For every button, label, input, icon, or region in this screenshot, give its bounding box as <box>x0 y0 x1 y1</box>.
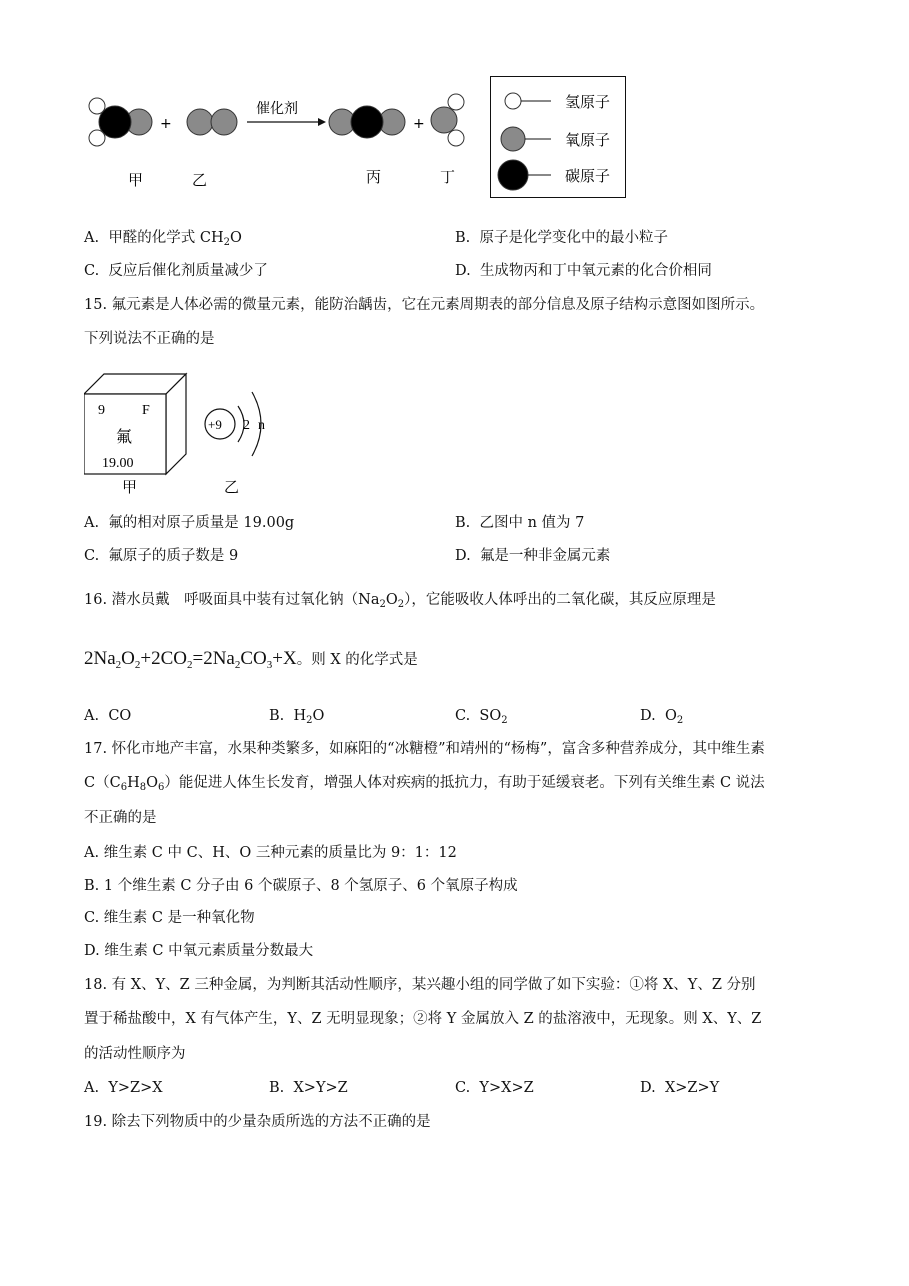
molecule-bing <box>329 106 405 138</box>
molecule-yi <box>187 109 237 135</box>
label-jia: 甲 <box>128 171 144 189</box>
q15-option-a[interactable]: A. 氟的相对原子质量是 19.00g <box>84 515 295 531</box>
q15-stem-line1: 15. 氟元素是人体必需的微量元素，能防治龋齿，它在元素周期表的部分信息及原子结构示意图如图所示。 <box>84 297 765 313</box>
q14-option-d[interactable]: D. 生成物丙和丁中氧元素的化合价相同 <box>455 263 712 279</box>
legend-svg <box>491 77 625 197</box>
chemical-equation: $2Na_2O_2+2CO_2=2Na_2CO_3+X$ <box>84 648 297 671</box>
legend-hydrogen-icon <box>505 93 521 109</box>
molecule-jia <box>89 98 152 146</box>
label-ding: 丁 <box>440 168 456 186</box>
q16-option-b[interactable]: B. $H_2O$ <box>269 708 325 726</box>
q18-stem-line2: 置于稀盐酸中，X 有气体产生，Y、Z 无明显现象；②将 Y 金属放入 Z 的盐溶液中，无现象。则 X、Y、Z <box>84 1011 762 1027</box>
q19-stem: 19. 除去下列物质中的少量杂质所选的方法不正确的是 <box>84 1114 431 1130</box>
reaction-diagram <box>80 86 480 196</box>
q17-stem-line2: $C(C_6H_8O_6)$能促进人体生长发育，增强人体对疾病的抵抗力，有助于延缓衰老。下列有关维生素 C 说法 <box>84 775 765 793</box>
q18-option-b[interactable]: B. X>Y>Z <box>269 1080 348 1096</box>
q18-option-c[interactable]: C. Y>X>Z <box>455 1080 534 1096</box>
q18-stem-line1: 18. 有 X、Y、Z 三种金属，为判断其活动性顺序，某兴趣小组的同学做了如下实验：①将 X、Y、Z 分别 <box>84 977 756 993</box>
q15-stem-line2: 下列说法不正确的是 <box>84 331 215 347</box>
q18-option-a[interactable]: A. Y>Z>X <box>84 1080 163 1096</box>
legend-oxygen-icon <box>501 127 525 151</box>
molecule-ding <box>431 94 464 146</box>
fluorine-diagram <box>84 370 284 498</box>
q18-option-d[interactable]: D. X>Z>Y <box>640 1080 720 1096</box>
q15-option-b[interactable]: B. 乙图中 n 值为 7 <box>455 515 585 531</box>
legend-hydrogen-label: 氢原子 <box>565 93 611 111</box>
label-yi: 乙 <box>192 171 208 189</box>
legend-carbon-icon <box>498 160 528 190</box>
label-jia-15: 甲 <box>122 478 138 496</box>
shell-2-count: n <box>258 418 265 433</box>
q16-option-a[interactable]: A. CO <box>84 708 132 724</box>
plus-sign-1: + <box>160 116 172 132</box>
q16-option-d[interactable]: D. $O_2$ <box>640 708 684 726</box>
element-name: 氟 <box>116 427 133 446</box>
q17-stem-line1: 17. 怀化市地产丰富，水果种类繁多，如麻阳的“冰糖橙”和靖州的“杨梅”，富含多种营养成分，其中维生素 <box>84 741 765 757</box>
q15-option-c[interactable]: C. 氟原子的质子数是 9 <box>84 548 239 564</box>
legend-carbon-label: 碳原子 <box>565 167 611 185</box>
element-symbol: F <box>142 403 150 418</box>
q17-option-d[interactable]: D. 维生素 C 中氧元素质量分数最大 <box>84 943 314 959</box>
q16-stem: 16. 潜水员戴 呼吸面具中装有过氧化钠$(Na_2O_2)$，它能吸收人体呼出的二氧化碳，其反应原理是 <box>84 592 716 610</box>
legend-oxygen-label: 氧原子 <box>565 131 611 149</box>
atomic-mass: 19.00 <box>102 456 134 471</box>
catalyst-label: 催化剂 <box>256 101 298 117</box>
atomic-number: 9 <box>98 403 105 418</box>
q17-option-b[interactable]: B. 1 个维生素 C 分子由 6 个碳原子、8 个氢原子、6 个氧原子构成 <box>84 878 518 894</box>
label-yi-15: 乙 <box>224 478 240 496</box>
q16-equation-suffix: 。则 X 的化学式是 <box>296 652 418 668</box>
shell-1-count: 2 <box>243 418 250 433</box>
q17-stem-line3: 不正确的是 <box>84 810 157 826</box>
plus-sign-2: + <box>413 116 425 132</box>
q16-equation-line <box>84 648 418 671</box>
q17-option-c[interactable]: C. 维生素 C 是一种氧化物 <box>84 910 255 926</box>
label-bing: 丙 <box>366 168 382 186</box>
q16-option-c[interactable]: C. $SO_2$ <box>455 708 508 726</box>
q17-option-a[interactable]: A. 维生素 C 中 C、H、O 三种元素的质量比为 9：1：12 <box>84 845 457 861</box>
periodic-cell <box>84 374 186 474</box>
q14-option-b[interactable]: B. 原子是化学变化中的最小粒子 <box>455 230 668 246</box>
q14-option-a[interactable]: A. 甲醛的化学式 $CH_2O$ <box>84 230 242 248</box>
q15-option-d[interactable]: D. 氟是一种非金属元素 <box>455 548 611 564</box>
q14-option-c[interactable]: C. 反应后催化剂质量减少了 <box>84 263 268 279</box>
q18-stem-line3: 的活动性顺序为 <box>84 1046 186 1062</box>
nucleus-charge: +9 <box>208 417 222 432</box>
atom-legend <box>490 76 626 198</box>
